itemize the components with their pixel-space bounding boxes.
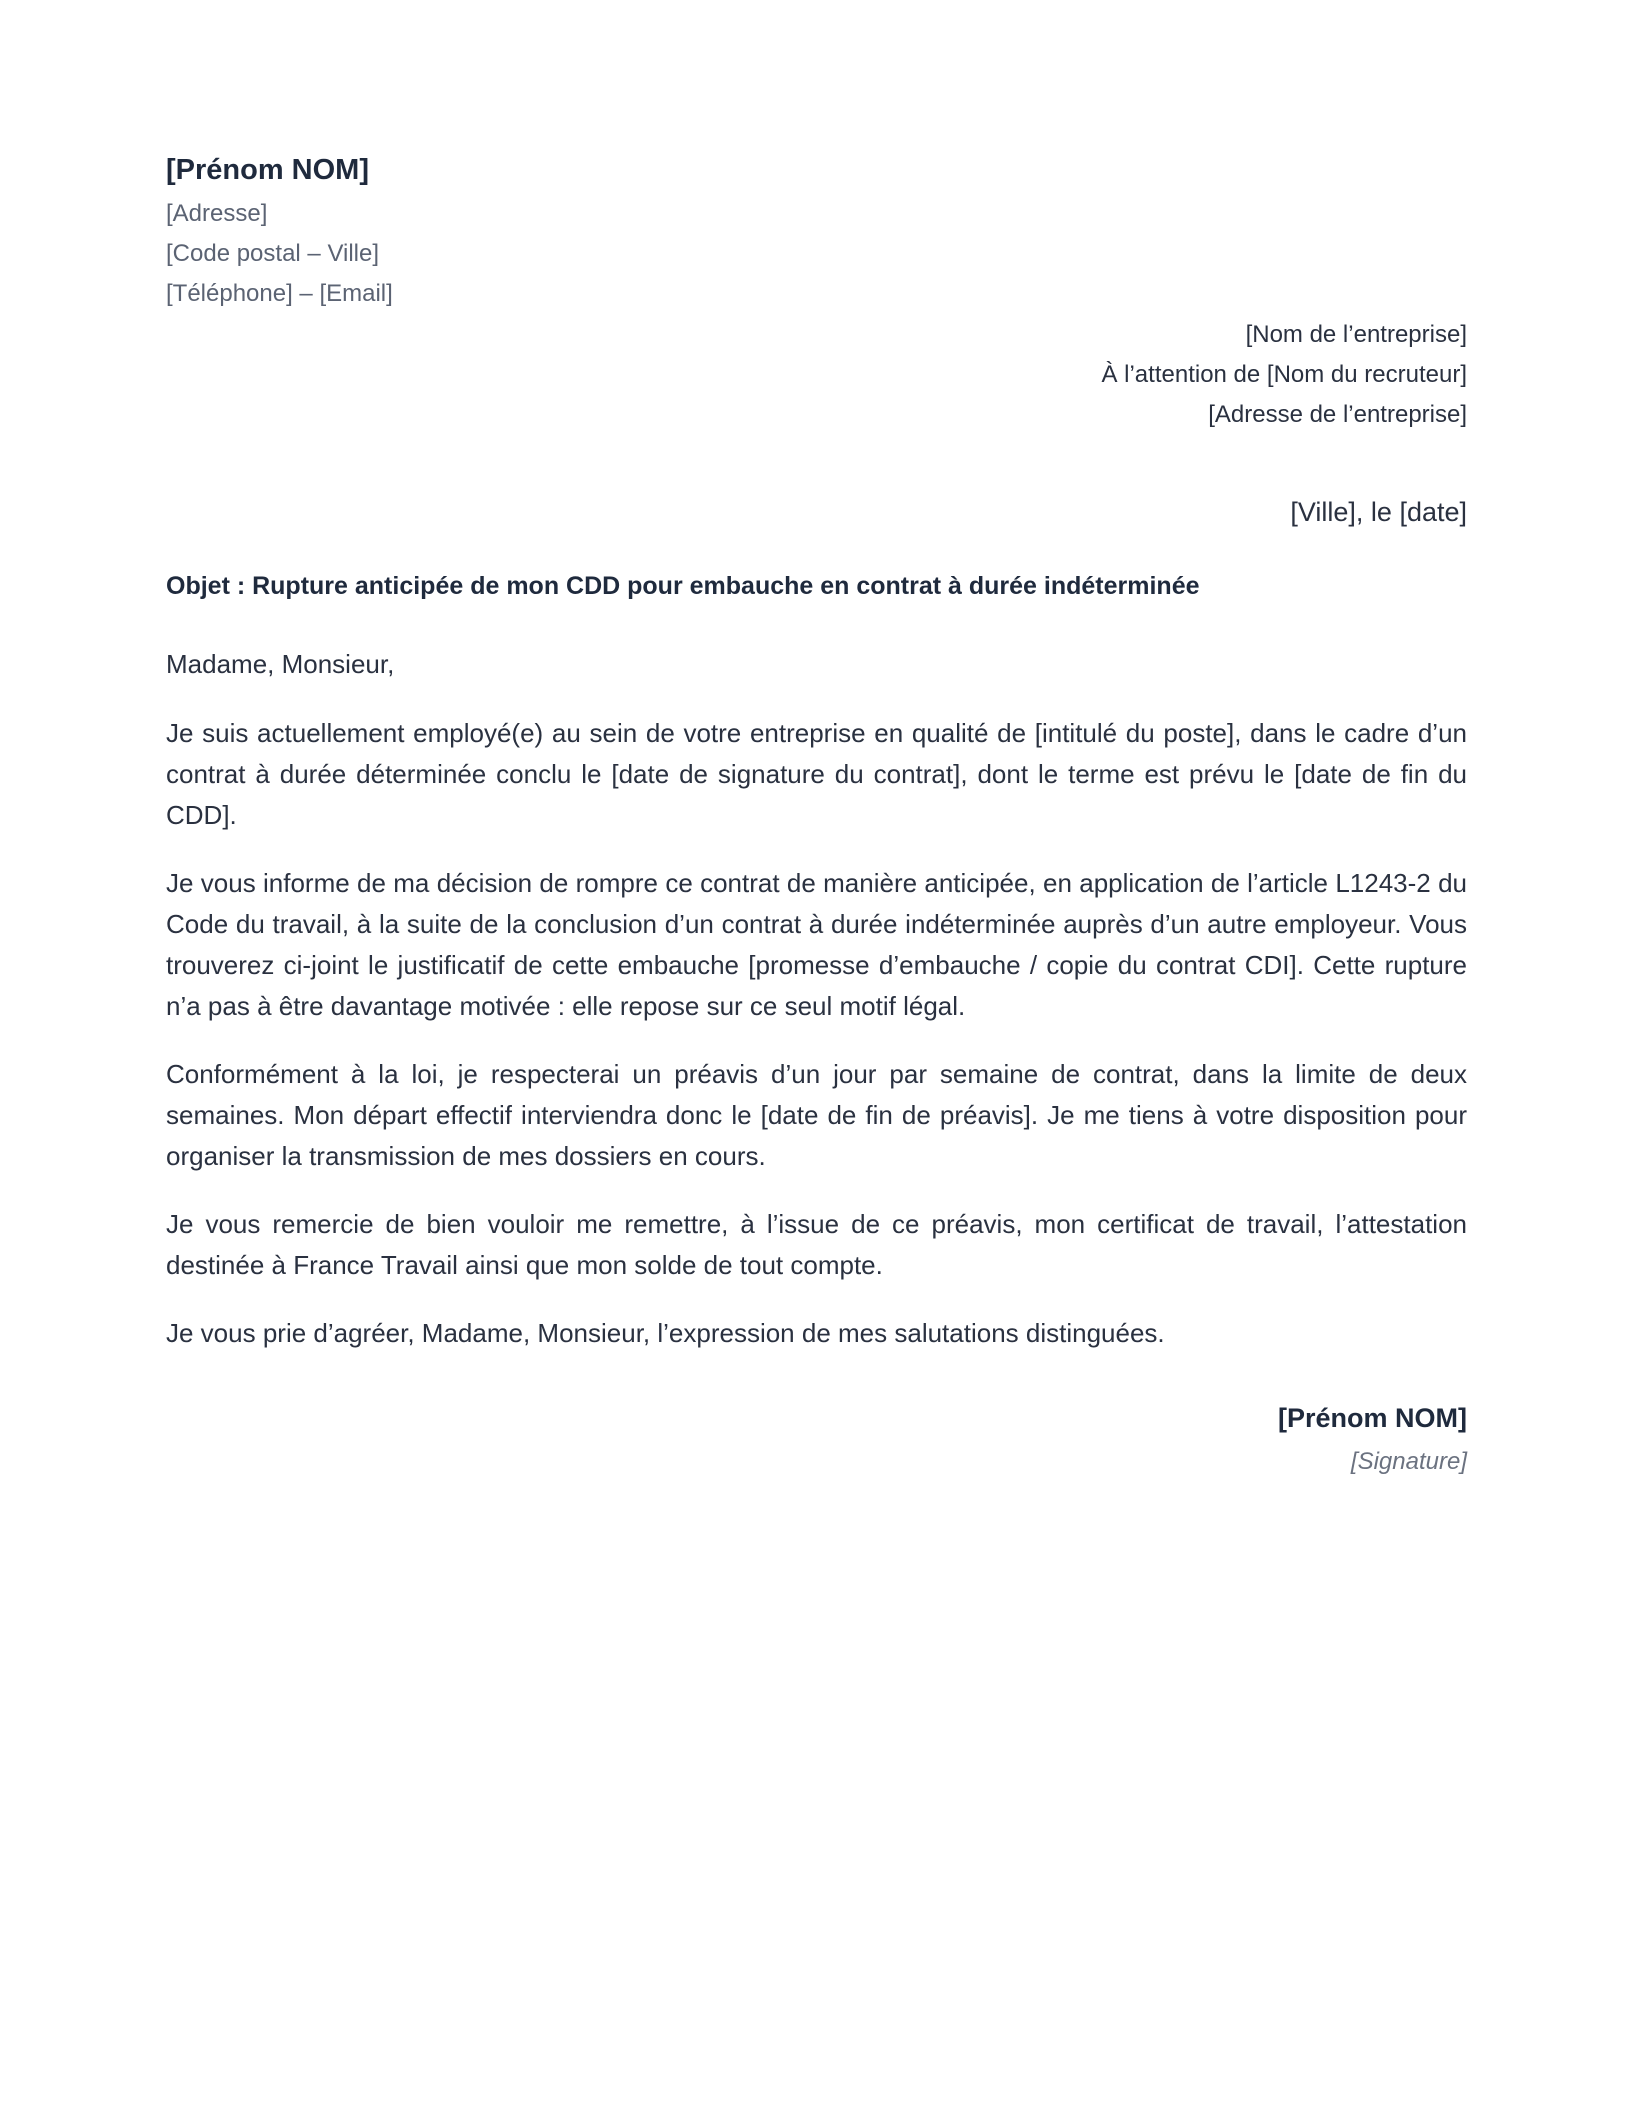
paragraph-documents: Je vous remercie de bien vouloir me remettre, à l’issue de ce préavis, mon certificat de travail, l’attestation destinée à France Travail ainsi que mon solde de tout compte. xyxy=(166,1209,1467,1280)
signature-placeholder: [Signature] xyxy=(1350,1448,1467,1475)
sender-contact: [Téléphone] – [Email] xyxy=(166,280,393,307)
salutation: Madame, Monsieur, xyxy=(166,649,395,679)
recipient-address: [Adresse de l’entreprise] xyxy=(1208,401,1467,428)
closing-formula: Je vous prie d’agréer, Madame, Monsieur, l’expression de mes salutations distinguées. xyxy=(166,1318,1165,1348)
recipient-block xyxy=(667,315,1467,435)
place-date: [Ville], le [date] xyxy=(1290,497,1467,527)
recipient-attention: À l’attention de [Nom du recruteur] xyxy=(1101,361,1467,388)
sender-name: [Prénom NOM] xyxy=(166,154,369,186)
letter-body xyxy=(166,644,1467,1354)
signature-block xyxy=(867,1398,1467,1482)
sender-postal-city: [Code postal – Ville] xyxy=(166,240,380,267)
signature-name: [Prénom NOM] xyxy=(1278,1403,1467,1433)
sender-block xyxy=(166,150,866,314)
paragraph-intro: Je suis actuellement employé(e) au sein de votre entreprise en qualité de [intitulé du poste], dans le cadre d’un contrat à durée déterminée conclu le [date de signature du contrat], dont le terme est prévu le [date de fin du CDD]. xyxy=(166,718,1467,830)
sender-address: [Adresse] xyxy=(166,200,268,227)
recipient-company: [Nom de l’entreprise] xyxy=(1245,321,1467,348)
paragraph-decision: Je vous informe de ma décision de rompre ce contrat de manière anticipée, en application de l’article L1243-2 du Code du travail, à la suite de la conclusion d’un contrat à durée indéterminée auprès d’un autre employeur. Vous trouverez ci-joint le justificatif de cette embauche [promesse d’embauche / copie du contrat CDI]. Cette rupture n’a pas à être davantage motivée : elle repose sur ce seul motif légal. xyxy=(166,868,1467,1021)
letter-subject: Objet : Rupture anticipée de mon CDD pour embauche en contrat à durée indéterminée xyxy=(166,572,1200,600)
paragraph-notice: Conformément à la loi, je respecterai un préavis d’un jour par semaine de contrat, dans la limite de deux semaines. Mon départ effectif interviendra donc le [date de fin de préavis]. Je me tiens à votre disposition pour organiser la transmission de mes dossiers en cours. xyxy=(166,1059,1467,1171)
